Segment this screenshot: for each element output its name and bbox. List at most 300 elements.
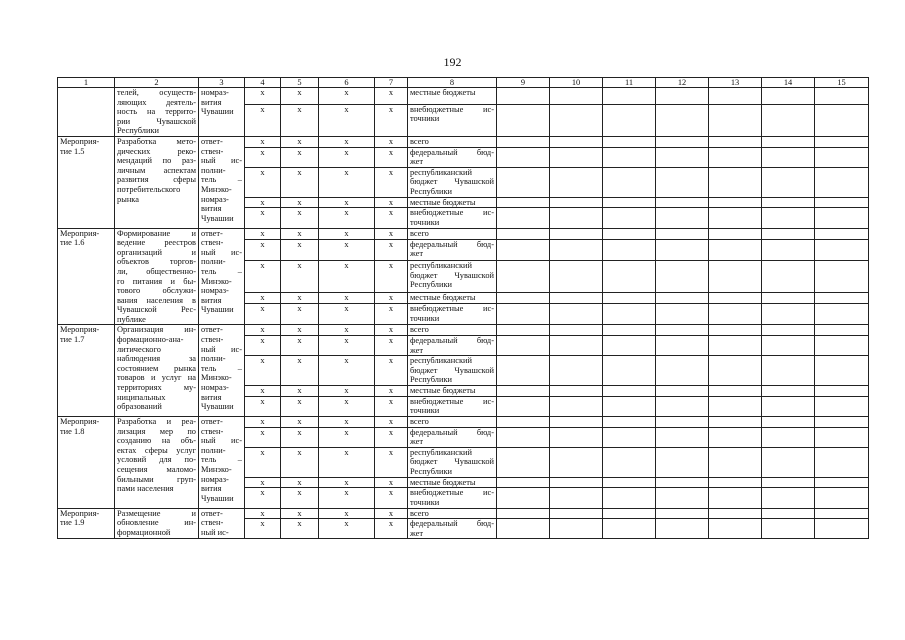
empty-cell [497, 167, 550, 197]
x-mark-cell: x [281, 147, 319, 167]
empty-cell [603, 427, 656, 447]
x-mark-cell: x [281, 336, 319, 356]
text-line: тель – [201, 363, 242, 373]
header-row [58, 78, 869, 88]
empty-cell [656, 208, 709, 228]
x-mark-cell: x [375, 228, 408, 239]
x-mark-cell: x [375, 427, 408, 447]
x-mark-cell: x [375, 325, 408, 336]
x-mark-cell: x [245, 147, 281, 167]
empty-cell [656, 356, 709, 386]
empty-cell [815, 167, 869, 197]
event-cell [58, 136, 115, 228]
empty-cell [815, 508, 869, 519]
funding-source-cell [408, 88, 497, 105]
empty-cell [815, 488, 869, 508]
empty-cell [603, 239, 656, 260]
text-line: федеральный бюд- [410, 427, 494, 437]
description-cell [115, 508, 199, 539]
x-mark-cell: x [245, 167, 281, 197]
empty-cell [497, 197, 550, 208]
empty-cell [762, 508, 815, 519]
text-line: точники [410, 114, 440, 124]
x-mark-cell: x [375, 488, 408, 508]
empty-cell [656, 228, 709, 239]
x-mark-cell: x [245, 386, 281, 397]
empty-cell [497, 488, 550, 508]
funding-source-cell [408, 261, 497, 293]
funding-source-cell [408, 239, 497, 260]
empty-cell [550, 147, 603, 167]
text-line: внебюджетные ис- [410, 304, 494, 314]
empty-cell [656, 386, 709, 397]
empty-cell [709, 447, 762, 477]
empty-cell [603, 396, 656, 416]
text-line: тие 1.9 [60, 518, 85, 528]
text-line: Формирование и [117, 228, 196, 238]
text-line: тие 1.6 [60, 238, 85, 248]
empty-cell [497, 208, 550, 228]
x-mark-cell: x [319, 239, 375, 260]
x-mark-cell: x [319, 292, 375, 303]
text-line: Мероприя- [60, 325, 100, 335]
text-line: вития [201, 295, 222, 305]
text-line: ный ис- [201, 344, 242, 354]
text-line: ствен- [201, 426, 224, 436]
x-mark-cell: x [245, 104, 281, 136]
x-mark-cell: x [245, 261, 281, 293]
text-line: всего [410, 325, 429, 335]
x-mark-cell: x [281, 325, 319, 336]
empty-cell [656, 508, 709, 519]
text-line: ектах сферы услуг [117, 445, 196, 455]
x-mark-cell: x [245, 488, 281, 508]
header-col-7: 7 [375, 78, 408, 88]
x-mark-cell: x [319, 228, 375, 239]
empty-cell [550, 136, 603, 147]
x-mark-cell: x [319, 88, 375, 105]
x-mark-cell: x [319, 104, 375, 136]
x-mark-cell: x [281, 477, 319, 488]
text-line: бюджет Чувашской [410, 177, 494, 187]
x-mark-cell: x [375, 292, 408, 303]
text-line: ность на террито- [117, 107, 196, 117]
text-line: тель – [201, 455, 242, 465]
text-line: полни- [201, 165, 226, 175]
empty-cell [709, 197, 762, 208]
empty-cell [815, 228, 869, 239]
table-row [58, 136, 869, 147]
x-mark-cell: x [281, 292, 319, 303]
empty-cell [497, 396, 550, 416]
funding-source-cell [408, 488, 497, 508]
funding-source-cell [408, 325, 497, 336]
empty-cell [709, 167, 762, 197]
x-mark-cell: x [281, 208, 319, 228]
text-line: всего [410, 417, 429, 427]
text-line: ли, общественно- [117, 266, 196, 276]
empty-cell [603, 228, 656, 239]
x-mark-cell: x [319, 447, 375, 477]
x-mark-cell: x [281, 261, 319, 293]
empty-cell [762, 292, 815, 303]
x-mark-cell: x [281, 356, 319, 386]
text-line: организаций и [117, 247, 196, 257]
empty-cell [709, 208, 762, 228]
text-line: пами населения [117, 484, 174, 494]
text-line: точники [410, 313, 440, 323]
text-line: Чувашии [201, 107, 234, 117]
empty-cell [497, 477, 550, 488]
empty-cell [550, 88, 603, 105]
funding-source-cell [408, 447, 497, 477]
x-mark-cell: x [245, 447, 281, 477]
x-mark-cell: x [319, 417, 375, 428]
empty-cell [550, 197, 603, 208]
text-line: Мероприя- [60, 136, 100, 146]
x-mark-cell: x [245, 336, 281, 356]
text-line: Размещение и [117, 508, 196, 518]
text-line: Чувашской Рес- [117, 305, 196, 315]
empty-cell [497, 292, 550, 303]
text-line: всего [410, 136, 429, 146]
empty-cell [762, 396, 815, 416]
text-line: ный ис- [201, 527, 229, 537]
x-mark-cell: x [319, 427, 375, 447]
text-line: Республики [410, 375, 453, 385]
text-line: федеральный бюд- [410, 336, 494, 346]
x-mark-cell: x [281, 197, 319, 208]
budget-table [57, 77, 869, 539]
event-cell [58, 228, 115, 325]
header-col-5: 5 [281, 78, 319, 88]
text-line: внебюджетные ис- [410, 396, 494, 406]
text-line: Чувашии [201, 213, 234, 223]
text-line: Мероприя- [60, 417, 100, 427]
empty-cell [497, 261, 550, 293]
text-line: местные бюджеты [410, 197, 476, 207]
text-line: литического [117, 344, 161, 354]
event-cell [58, 325, 115, 417]
text-line: ный ис- [201, 247, 242, 257]
text-line: формационно-ана- [117, 335, 184, 345]
header-col-3: 3 [199, 78, 245, 88]
text-line: ляющих деятель- [117, 97, 196, 107]
text-line: Мероприя- [60, 508, 100, 518]
empty-cell [709, 304, 762, 325]
text-line: республиканский [410, 261, 472, 271]
x-mark-cell: x [281, 396, 319, 416]
empty-cell [815, 336, 869, 356]
text-line: ствен- [201, 146, 224, 156]
funding-source-cell [408, 336, 497, 356]
text-line: потребительского [117, 184, 181, 194]
empty-cell [550, 508, 603, 519]
text-line: Минэко- [201, 184, 232, 194]
empty-cell [709, 88, 762, 105]
responsible-cell [199, 325, 245, 417]
header-col-12: 12 [656, 78, 709, 88]
empty-cell [497, 136, 550, 147]
text-line: Мероприя- [60, 228, 100, 238]
text-line: территориях му- [117, 383, 196, 393]
text-line: полни- [201, 354, 226, 364]
empty-cell [656, 488, 709, 508]
text-line: номраз- [201, 474, 229, 484]
text-line: Организация ин- [117, 325, 196, 335]
empty-cell [762, 477, 815, 488]
text-line: личным аспектам [117, 165, 196, 175]
empty-cell [550, 292, 603, 303]
empty-cell [603, 336, 656, 356]
funding-source-cell [408, 477, 497, 488]
empty-cell [497, 386, 550, 397]
x-mark-cell: x [245, 508, 281, 519]
empty-cell [656, 519, 709, 539]
text-line: вития [201, 484, 222, 494]
header-col-4: 4 [245, 78, 281, 88]
empty-cell [656, 292, 709, 303]
x-mark-cell: x [375, 336, 408, 356]
empty-cell [762, 239, 815, 260]
header-col-1: 1 [58, 78, 115, 88]
text-line: тель – [201, 266, 242, 276]
text-line: местные бюджеты [410, 477, 476, 487]
x-mark-cell: x [375, 477, 408, 488]
text-line: лизация мер по [117, 426, 196, 436]
page-number: 192 [443, 55, 462, 69]
empty-cell [815, 136, 869, 147]
empty-cell [656, 261, 709, 293]
header-col-11: 11 [603, 78, 656, 88]
empty-cell [762, 167, 815, 197]
empty-cell [603, 417, 656, 428]
empty-cell [603, 104, 656, 136]
x-mark-cell: x [281, 104, 319, 136]
empty-cell [550, 325, 603, 336]
x-mark-cell: x [319, 488, 375, 508]
empty-cell [762, 136, 815, 147]
empty-cell [709, 386, 762, 397]
text-line: тель – [201, 175, 242, 185]
text-line: Минэко- [201, 276, 232, 286]
x-mark-cell: x [319, 167, 375, 197]
header-col-15: 15 [815, 78, 869, 88]
empty-cell [550, 261, 603, 293]
empty-cell [815, 325, 869, 336]
empty-cell [603, 386, 656, 397]
empty-cell [497, 508, 550, 519]
x-mark-cell: x [319, 261, 375, 293]
empty-cell [709, 519, 762, 539]
empty-cell [497, 228, 550, 239]
empty-cell [603, 197, 656, 208]
empty-cell [550, 447, 603, 477]
empty-cell [656, 417, 709, 428]
empty-cell [603, 519, 656, 539]
empty-cell [656, 336, 709, 356]
x-mark-cell: x [319, 325, 375, 336]
text-line: ответ- [201, 136, 223, 146]
text-line: тие 1.5 [60, 146, 85, 156]
responsible-cell [199, 136, 245, 228]
x-mark-cell: x [281, 488, 319, 508]
empty-cell [656, 197, 709, 208]
x-mark-cell: x [281, 508, 319, 519]
empty-cell [497, 147, 550, 167]
text-line: ответ- [201, 325, 223, 335]
empty-cell [762, 197, 815, 208]
text-line: республиканский [410, 356, 472, 366]
empty-cell [762, 427, 815, 447]
empty-cell [709, 228, 762, 239]
funding-source-cell [408, 386, 497, 397]
text-line: формационной [117, 527, 171, 537]
text-line: мендаций по раз- [117, 156, 196, 166]
text-line: образований [117, 402, 162, 412]
empty-cell [497, 447, 550, 477]
empty-cell [550, 228, 603, 239]
x-mark-cell: x [281, 386, 319, 397]
empty-cell [815, 386, 869, 397]
description-cell [115, 417, 199, 509]
empty-cell [709, 292, 762, 303]
funding-source-cell [408, 197, 497, 208]
text-line: республиканский [410, 447, 472, 457]
x-mark-cell: x [245, 417, 281, 428]
text-line: Разработка и реа- [117, 417, 196, 427]
x-mark-cell: x [245, 88, 281, 105]
text-line: публике [117, 314, 146, 324]
x-mark-cell: x [281, 228, 319, 239]
x-mark-cell: x [245, 477, 281, 488]
x-mark-cell: x [281, 136, 319, 147]
x-mark-cell: x [375, 208, 408, 228]
funding-source-cell [408, 228, 497, 239]
x-mark-cell: x [319, 396, 375, 416]
empty-cell [709, 147, 762, 167]
text-line: товаров и услуг на [117, 373, 196, 383]
text-line: внебюджетные ис- [410, 104, 494, 114]
funding-source-cell [408, 208, 497, 228]
empty-cell [656, 167, 709, 197]
empty-cell [762, 336, 815, 356]
text-line: Разработка мето- [117, 136, 196, 146]
text-line: Минэко- [201, 465, 232, 474]
empty-cell [815, 261, 869, 293]
empty-cell [603, 167, 656, 197]
x-mark-cell: x [319, 197, 375, 208]
text-line: объектов торгов- [117, 257, 196, 267]
text-line: Чувашии [201, 305, 234, 315]
text-line: жет [410, 437, 424, 447]
empty-cell [815, 239, 869, 260]
empty-cell [762, 417, 815, 428]
empty-cell [762, 304, 815, 325]
empty-cell [550, 167, 603, 197]
empty-cell [497, 104, 550, 136]
x-mark-cell: x [245, 136, 281, 147]
text-line: всего [410, 508, 429, 518]
empty-cell [709, 239, 762, 260]
description-cell [115, 325, 199, 417]
text-line: точники [410, 217, 440, 227]
empty-cell [550, 239, 603, 260]
responsible-cell [199, 417, 245, 509]
text-line: ствен- [201, 518, 224, 528]
empty-cell [603, 88, 656, 105]
empty-cell [497, 356, 550, 386]
empty-cell [815, 519, 869, 539]
x-mark-cell: x [319, 508, 375, 519]
text-line: полни- [201, 445, 226, 455]
text-line: Минэко- [201, 373, 232, 383]
empty-cell [603, 208, 656, 228]
x-mark-cell: x [375, 519, 408, 539]
empty-cell [656, 427, 709, 447]
description-cell [115, 228, 199, 325]
text-line: рии Чувашской [117, 116, 196, 126]
responsible-cell [199, 88, 245, 137]
x-mark-cell: x [319, 147, 375, 167]
x-mark-cell: x [245, 197, 281, 208]
empty-cell [656, 239, 709, 260]
text-line: точники [410, 498, 440, 507]
x-mark-cell: x [245, 325, 281, 336]
text-line: условий для по- [117, 455, 196, 465]
text-line: Республики [410, 280, 453, 290]
x-mark-cell: x [245, 239, 281, 260]
empty-cell [762, 104, 815, 136]
text-line: федеральный бюд- [410, 239, 494, 249]
x-mark-cell: x [375, 239, 408, 260]
empty-cell [603, 325, 656, 336]
x-mark-cell: x [281, 239, 319, 260]
empty-cell [603, 304, 656, 325]
table-row [58, 228, 869, 239]
text-line: развития сферы [117, 175, 196, 185]
responsible-cell [199, 508, 245, 539]
x-mark-cell: x [319, 136, 375, 147]
x-mark-cell: x [281, 427, 319, 447]
header-col-2: 2 [115, 78, 199, 88]
empty-cell [709, 261, 762, 293]
x-mark-cell: x [281, 519, 319, 539]
empty-cell [709, 427, 762, 447]
empty-cell [815, 447, 869, 477]
text-line: состоянием рынка [117, 363, 196, 373]
header-col-9: 9 [497, 78, 550, 88]
text-line: вития [201, 204, 222, 214]
empty-cell [656, 447, 709, 477]
description-cell [115, 88, 199, 137]
x-mark-cell: x [281, 447, 319, 477]
text-line: внебюджетные ис- [410, 488, 494, 498]
x-mark-cell: x [245, 356, 281, 386]
x-mark-cell: x [245, 519, 281, 539]
empty-cell [762, 208, 815, 228]
empty-cell [815, 292, 869, 303]
funding-source-cell [408, 147, 497, 167]
x-mark-cell: x [319, 208, 375, 228]
text-line: Чувашии [201, 402, 234, 412]
text-line: ный ис- [201, 156, 242, 166]
empty-cell [762, 325, 815, 336]
text-line: местные бюджеты [410, 88, 476, 97]
empty-cell [550, 336, 603, 356]
empty-cell [497, 519, 550, 539]
funding-source-cell [408, 519, 497, 539]
